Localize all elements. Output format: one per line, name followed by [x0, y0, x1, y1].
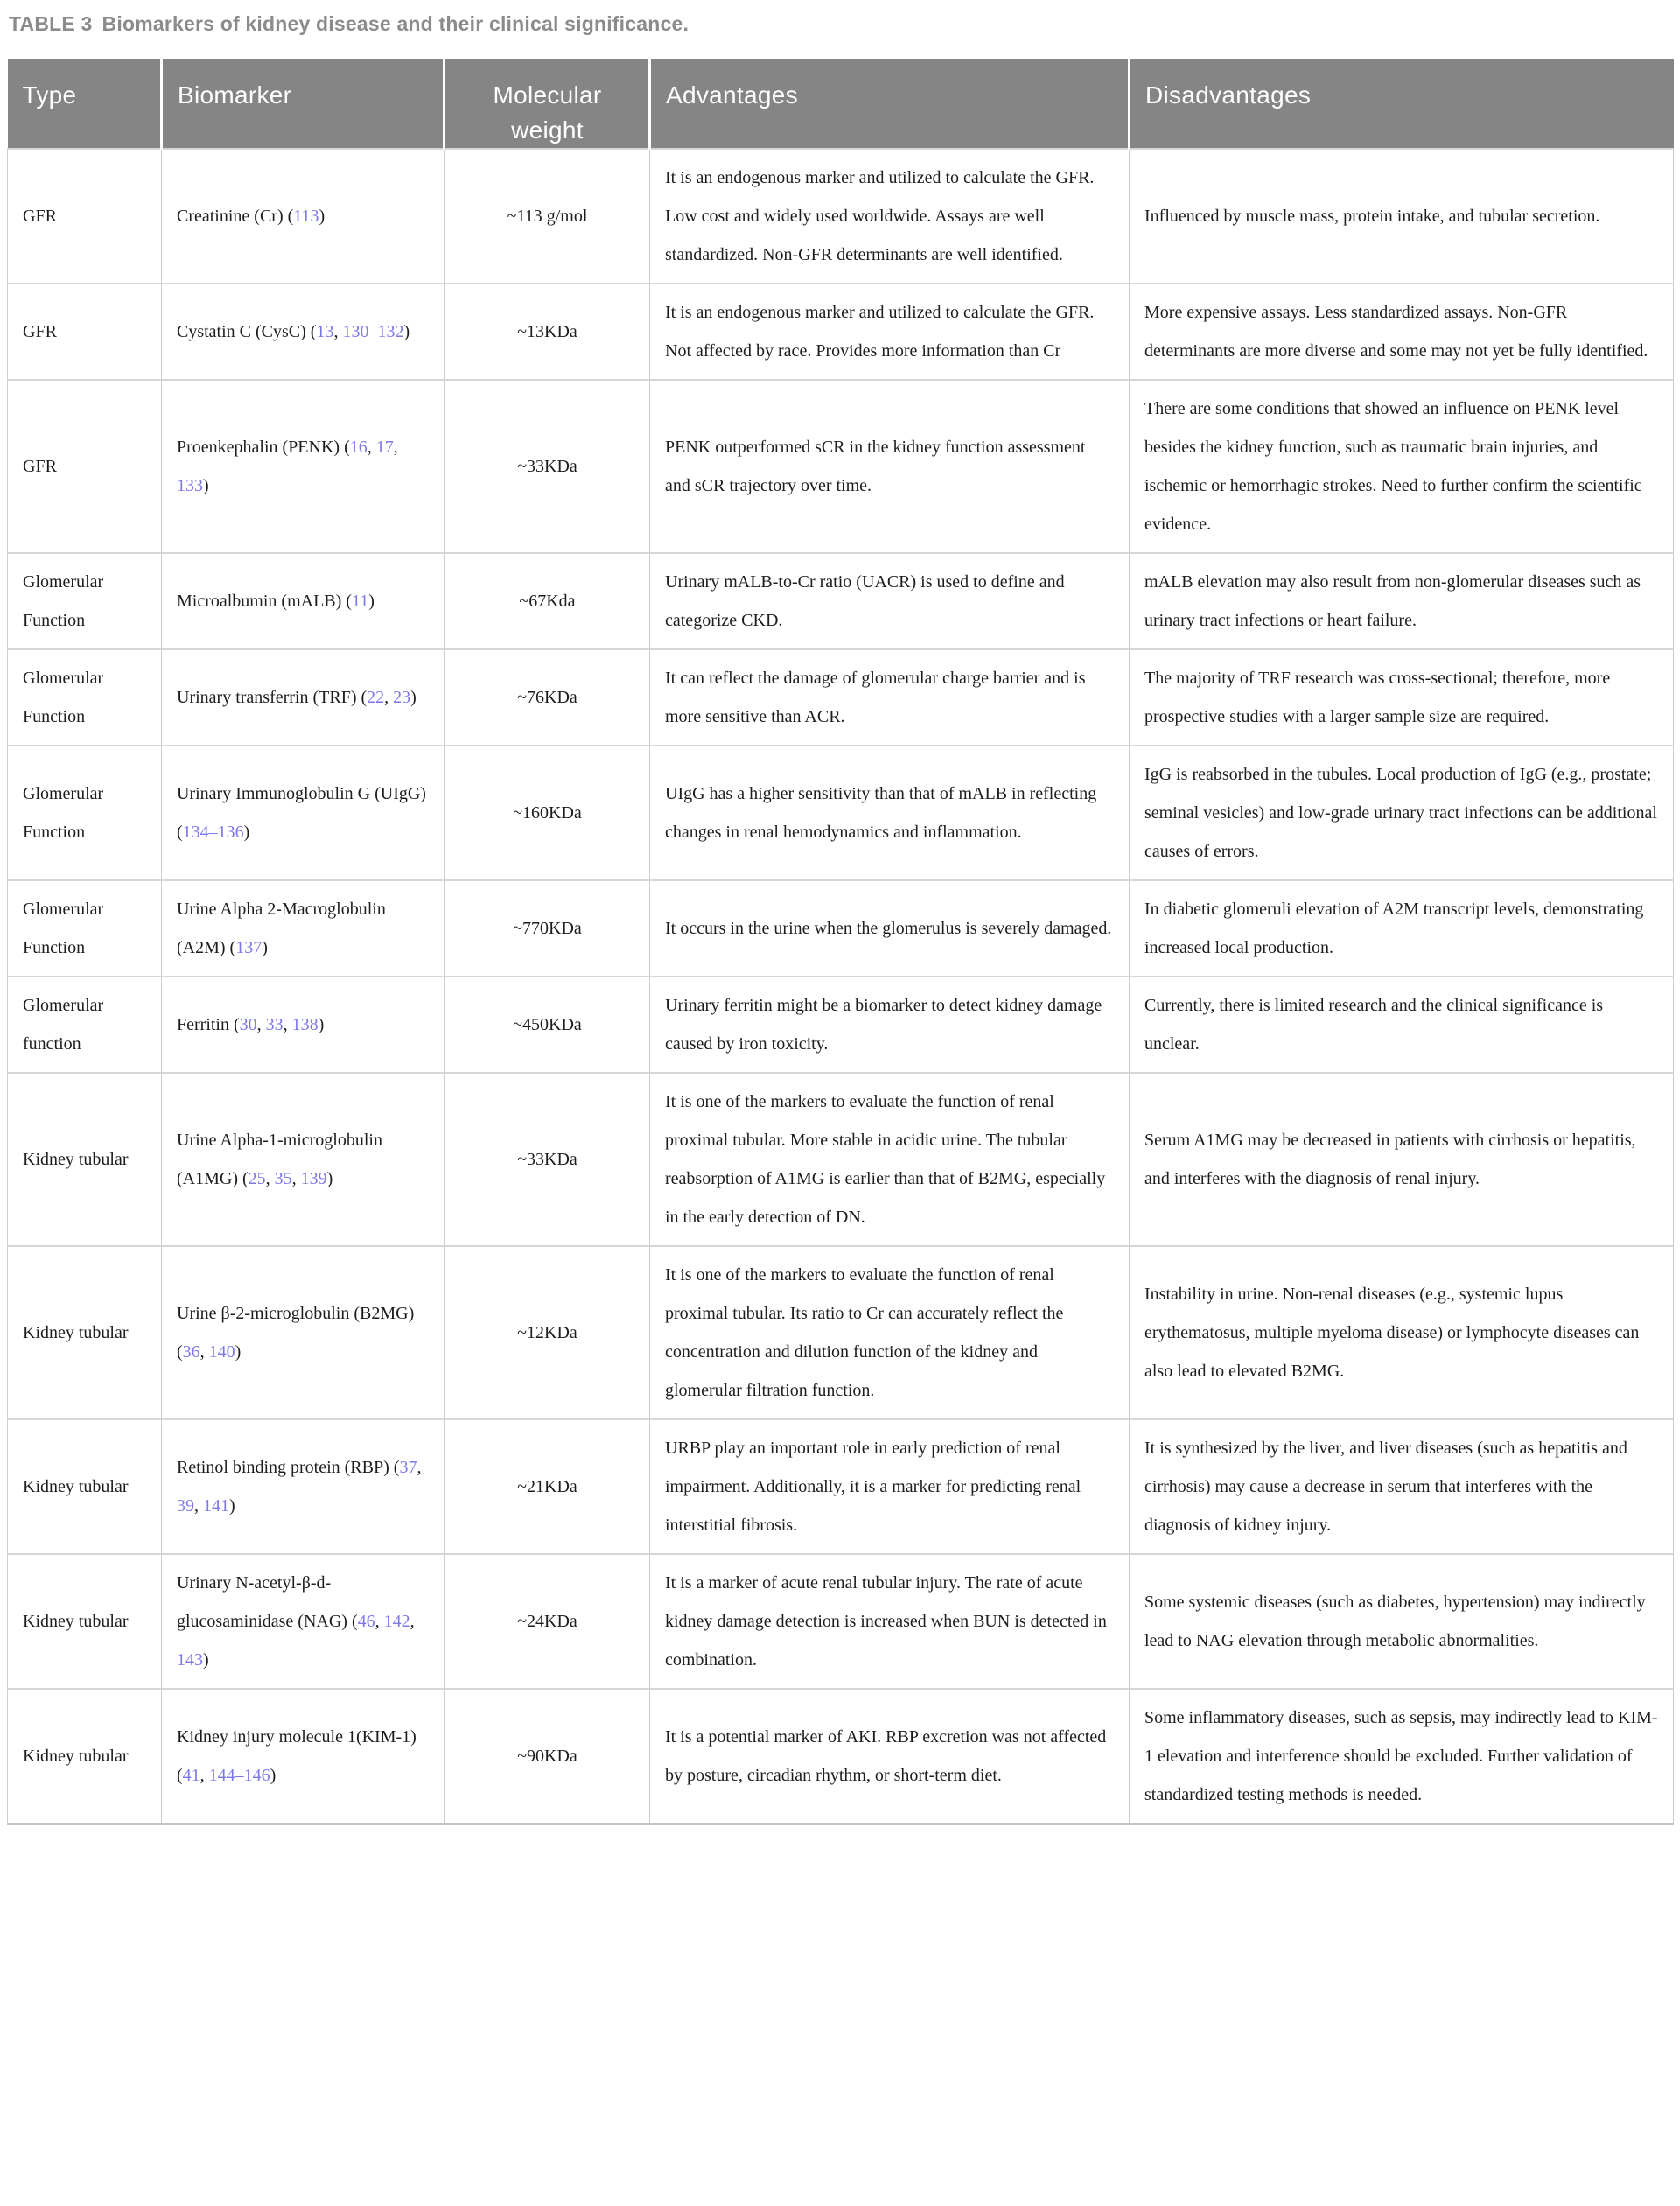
biomarker-text: ) — [243, 823, 250, 842]
biomarker-text: , — [374, 1612, 384, 1631]
table-row — [8, 1419, 1674, 1554]
citation-link[interactable]: 141 — [203, 1496, 229, 1516]
type-cell: GFR — [8, 380, 162, 553]
biomarker-cell — [162, 553, 444, 649]
biomarker-text: Proenkephalin (PENK) ( — [177, 438, 350, 457]
table-caption — [9, 12, 1673, 36]
disadvantages-cell: Serum A1MG may be decreased in patients with cirrhosis or hepatitis, and interferes with the diagnosis of renal injury. — [1130, 1073, 1674, 1246]
table-header — [8, 59, 1674, 149]
table-row — [8, 649, 1674, 746]
biomarker-text: , — [416, 1458, 422, 1477]
biomarker-text: Ferritin ( — [177, 1015, 240, 1034]
biomarker-cell — [162, 1419, 444, 1554]
molecular-weight-cell: ~12KDa — [444, 1246, 650, 1419]
citation-link[interactable]: 16 — [349, 438, 368, 457]
table-row — [8, 380, 1674, 553]
table-row — [8, 149, 1674, 284]
advantages-cell: PENK outperformed sCR in the kidney function assessment and sCR trajectory over time. — [650, 380, 1130, 553]
molecular-weight-cell: ~13KDa — [444, 284, 650, 380]
citation-link[interactable]: 39 — [177, 1496, 194, 1516]
biomarker-text: , — [367, 438, 376, 457]
citation-link[interactable]: 142 — [383, 1612, 410, 1631]
biomarker-cell — [162, 746, 444, 880]
biomarker-text: ) — [203, 476, 209, 495]
advantages-cell: It can reflect the damage of glomerular charge barrier and is more sensitive than ACR. — [650, 649, 1130, 746]
column-header-disadvantages: Disadvantages — [1130, 59, 1674, 149]
disadvantages-cell: Some systemic diseases (such as diabetes, hypertension) may indirectly lead to NAG elevation through metabolic abnormalities. — [1130, 1554, 1674, 1689]
biomarker-text: ) — [326, 1169, 333, 1188]
advantages-cell: It is a potential marker of AKI. RBP excretion was not affected by posture, circadian rhythm, or short-term diet. — [650, 1689, 1130, 1824]
disadvantages-cell: The majority of TRF research was cross-sectional; therefore, more prospective studies with a larger sample size are required. — [1130, 649, 1674, 746]
biomarker-text: Urinary Immunoglobulin G (UIgG) ( — [177, 784, 426, 842]
biomarker-text: Kidney injury molecule 1(KIM-1) ( — [177, 1727, 416, 1785]
type-cell: Kidney tubular — [8, 1073, 162, 1246]
molecular-weight-cell: ~770KDa — [444, 880, 650, 977]
molecular-weight-cell: ~33KDa — [444, 1073, 650, 1246]
molecular-weight-cell: ~113 g/mol — [444, 149, 650, 284]
disadvantages-cell: There are some conditions that showed an influence on PENK level besides the kidney function, such as traumatic brain injuries, and ischemic or hemorrhagic strokes. Need to further confirm the scientific evidence. — [1130, 380, 1674, 553]
biomarker-text: Retinol binding protein (RBP) ( — [177, 1458, 400, 1477]
citation-link[interactable]: 36 — [182, 1342, 200, 1362]
type-cell: Kidney tubular — [8, 1554, 162, 1689]
type-cell: Kidney tubular — [8, 1246, 162, 1419]
biomarker-text: , — [410, 1612, 415, 1631]
biomarker-text: , — [200, 1766, 209, 1785]
citation-link[interactable]: 140 — [208, 1342, 235, 1362]
table-row — [8, 1554, 1674, 1689]
biomarker-text: Urinary transferrin (TRF) ( — [177, 688, 368, 707]
citation-link[interactable]: 13 — [316, 322, 334, 341]
table-row — [8, 553, 1674, 649]
biomarker-text: ) — [234, 1342, 242, 1362]
table-row — [8, 1073, 1674, 1246]
type-cell: Glomerular Function — [8, 553, 162, 649]
header-row — [8, 59, 1674, 149]
biomarker-text: ) — [203, 1650, 209, 1670]
disadvantages-cell: More expensive assays. Less standardized assays. Non-GFR determinants are more diverse and some may not yet be fully identified. — [1130, 284, 1674, 380]
biomarker-text: ) — [410, 688, 416, 707]
citation-link[interactable]: 11 — [351, 592, 369, 611]
molecular-weight-cell: ~33KDa — [444, 380, 650, 553]
citation-link[interactable]: 143 — [177, 1650, 203, 1670]
advantages-cell: It is one of the markers to evaluate the function of renal proximal tubular. More stable in acidic urine. The tubular reabsorption of A1MG is earlier than that of B2MG, especially in the early detection of DN. — [650, 1073, 1130, 1246]
biomarker-text: ) — [403, 322, 410, 341]
type-cell: GFR — [8, 149, 162, 284]
biomarker-text: Urine β-2-microglobulin (B2MG) ( — [177, 1304, 415, 1362]
biomarker-cell — [162, 977, 444, 1073]
biomarker-text: Microalbumin (mALB) ( — [177, 592, 352, 611]
table-body — [8, 149, 1674, 1824]
biomarker-text: , — [200, 1342, 209, 1362]
citation-link[interactable]: 138 — [291, 1015, 318, 1034]
biomarker-text: Urinary N-acetyl-β-d-glucosaminidase (NAG) ( — [177, 1573, 358, 1631]
table-row — [8, 284, 1674, 380]
disadvantages-cell: Some inflammatory diseases, such as sepsis, may indirectly lead to KIM-1 elevation and interference should be excluded. Further validation of standardized testing methods is needed. — [1130, 1689, 1674, 1824]
advantages-cell: It is one of the markers to evaluate the function of renal proximal tubular. Its ratio to Cr can accurately reflect the concentration and dilution function of the kidney and glomerular filtration function. — [650, 1246, 1130, 1419]
advantages-cell: Urinary ferritin might be a biomarker to detect kidney damage caused by iron toxicity. — [650, 977, 1130, 1073]
biomarker-text: , — [256, 1015, 266, 1034]
biomarker-text: ) — [270, 1766, 276, 1785]
type-cell: Glomerular function — [8, 977, 162, 1073]
table-row — [8, 746, 1674, 880]
biomarker-text: ) — [318, 207, 326, 226]
biomarker-text: Urine Alpha-1-microglobulin (A1MG) ( — [177, 1131, 382, 1188]
column-header-advantages: Advantages — [650, 59, 1130, 149]
biomarker-text: Urine Alpha 2-Macroglobulin (A2M) ( — [177, 900, 386, 957]
column-header-molecular-weight: Molecular weight — [444, 59, 650, 149]
disadvantages-cell: It is synthesized by the liver, and liver diseases (such as hepatitis and cirrhosis) may cause a decrease in serum that interferes with the diagnosis of kidney injury. — [1130, 1419, 1674, 1554]
disadvantages-cell: Instability in urine. Non-renal diseases (e.g., systemic lupus erythematosus, multiple myeloma disease) or lymphocyte diseases can also lead to elevated B2MG. — [1130, 1246, 1674, 1419]
biomarker-text: Creatinine (Cr) ( — [177, 207, 294, 226]
type-cell: Glomerular Function — [8, 649, 162, 746]
biomarker-cell — [162, 1689, 444, 1824]
molecular-weight-cell: ~21KDa — [444, 1419, 650, 1554]
type-cell: Kidney tubular — [8, 1689, 162, 1824]
biomarker-text: , — [283, 1015, 292, 1034]
biomarker-cell — [162, 1073, 444, 1246]
advantages-cell: It is an endogenous marker and utilized to calculate the GFR. Low cost and widely used worldwide. Assays are well standardized. Non-GFR determinants are well identified. — [650, 149, 1130, 284]
citation-link[interactable]: 134–136 — [182, 823, 244, 842]
biomarker-text: , — [265, 1169, 275, 1188]
citation-link[interactable]: 17 — [375, 438, 394, 457]
disadvantages-cell: In diabetic glomeruli elevation of A2M transcript levels, demonstrating increased local production. — [1130, 880, 1674, 977]
molecular-weight-cell: ~90KDa — [444, 1689, 650, 1824]
type-cell: Glomerular Function — [8, 880, 162, 977]
biomarker-cell — [162, 880, 444, 977]
biomarker-cell — [162, 284, 444, 380]
disadvantages-cell: Influenced by muscle mass, protein intake, and tubular secretion. — [1130, 149, 1674, 284]
table-row — [8, 1246, 1674, 1419]
biomarker-text: ) — [229, 1496, 235, 1516]
citation-link[interactable]: 25 — [248, 1169, 266, 1188]
advantages-cell: It is a marker of acute renal tubular injury. The rate of acute kidney damage detection is increased when BUN is detected in combination. — [650, 1554, 1130, 1689]
citation-link[interactable]: 23 — [393, 688, 411, 707]
citation-link[interactable]: 144–146 — [208, 1766, 270, 1785]
molecular-weight-cell: ~76KDa — [444, 649, 650, 746]
advantages-cell: UIgG has a higher sensitivity than that of mALB in reflecting changes in renal hemodynamics and inflammation. — [650, 746, 1130, 880]
column-header-biomarker: Biomarker — [162, 59, 444, 149]
table-caption-text: Biomarkers of kidney disease and their clinical significance. — [102, 12, 690, 35]
table-caption-label: TABLE 3 — [9, 12, 93, 35]
advantages-cell: It occurs in the urine when the glomerulus is severely damaged. — [650, 880, 1130, 977]
disadvantages-cell: IgG is reabsorbed in the tubules. Local production of IgG (e.g., prostate; seminal vesicles) and low-grade urinary tract infections can be additional causes of errors. — [1130, 746, 1674, 880]
biomarker-text: Cystatin C (CysC) ( — [177, 322, 317, 341]
citation-link[interactable]: 35 — [274, 1169, 292, 1188]
biomarker-text: , — [194, 1496, 203, 1516]
biomarker-cell — [162, 380, 444, 553]
biomarker-text: ) — [318, 1015, 325, 1034]
column-header-type: Type — [8, 59, 162, 149]
citation-link[interactable]: 41 — [182, 1766, 200, 1785]
table-row — [8, 1689, 1674, 1824]
citation-link[interactable]: 130–132 — [342, 322, 404, 341]
citation-link[interactable]: 37 — [399, 1458, 417, 1477]
advantages-cell: Urinary mALB-to-Cr ratio (UACR) is used to define and categorize CKD. — [650, 553, 1130, 649]
biomarker-text: , — [291, 1169, 301, 1188]
advantages-cell: It is an endogenous marker and utilized to calculate the GFR. Not affected by race. Provides more information than Cr — [650, 284, 1130, 380]
citation-link[interactable]: 46 — [357, 1612, 375, 1631]
type-cell: Kidney tubular — [8, 1419, 162, 1554]
biomarker-text: ) — [262, 938, 268, 957]
biomarker-text: ) — [368, 592, 374, 611]
molecular-weight-cell: ~160KDa — [444, 746, 650, 880]
biomarker-text: , — [333, 322, 343, 341]
biomarker-cell — [162, 149, 444, 284]
citation-link[interactable]: 33 — [265, 1015, 284, 1034]
biomarker-cell — [162, 1554, 444, 1689]
citation-link[interactable]: 22 — [367, 688, 385, 707]
table-row — [8, 880, 1674, 977]
biomarker-text: , — [393, 438, 398, 457]
biomarkers-table — [7, 59, 1674, 1825]
biomarker-cell — [162, 649, 444, 746]
advantages-cell: URBP play an important role in early prediction of renal impairment. Additionally, it is a marker for predicting renal interstitial fibrosis. — [650, 1419, 1130, 1554]
molecular-weight-cell: ~67Kda — [444, 553, 650, 649]
type-cell: GFR — [8, 284, 162, 380]
molecular-weight-cell: ~24KDa — [444, 1554, 650, 1689]
citation-link[interactable]: 137 — [235, 938, 262, 957]
citation-link[interactable]: 133 — [177, 476, 203, 495]
molecular-weight-cell: ~450KDa — [444, 977, 650, 1073]
table-row — [8, 977, 1674, 1073]
citation-link[interactable]: 30 — [239, 1015, 257, 1034]
disadvantages-cell: mALB elevation may also result from non-glomerular diseases such as urinary tract infections or heart failure. — [1130, 553, 1674, 649]
citation-link[interactable]: 139 — [300, 1169, 327, 1188]
biomarker-cell — [162, 1246, 444, 1419]
disadvantages-cell: Currently, there is limited research and the clinical significance is unclear. — [1130, 977, 1674, 1073]
citation-link[interactable]: 113 — [293, 207, 319, 226]
biomarker-text: , — [384, 688, 394, 707]
type-cell: Glomerular Function — [8, 746, 162, 880]
